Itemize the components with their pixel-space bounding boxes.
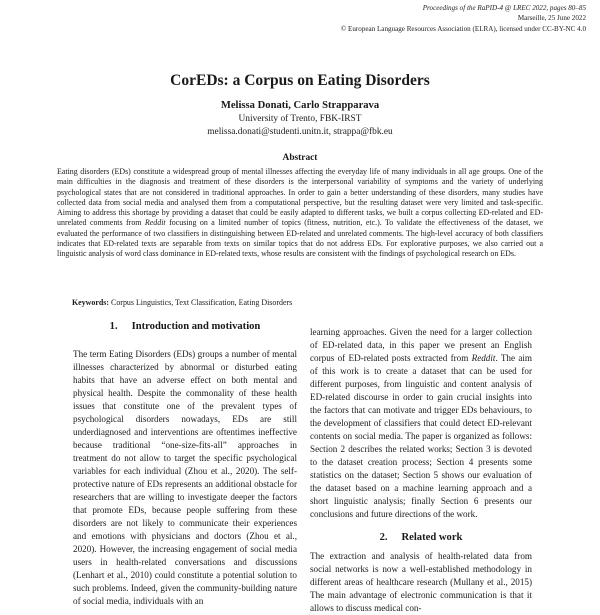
venue-line: Proceedings of the RaPID-4 @ LREC 2022, pages 80–85 [422,4,586,12]
abstract-text-part1: Eating disorders (EDs) constitute a widespread group of mental illnesses affecting the everyday life of many individuals in all age groups. One of the main difficulties in the diagnosis and treatment of these disorders is the interpersonal variability of symptoms and the variety of underlying psychological states that are not considered in traditional approaches. In order to gain a better understanding of these disorders, many studies have collected data from social media and analysed them from a computational perspective, but the resulting dataset were very limited and task-specific. Aiming to address this shortage by providing a dataset that could be easily adapted to different tasks, we built a corpus collecting ED-related and ED-unrelated comments from [57,167,543,228]
related-work-paragraph: The extraction and analysis of health-related data from social networks is now a well-established methodology in different areas of healthcare research (Mullany et al., 2015) The main advantage of electronic communication is that it allows to discuss medical con- [310,551,532,613]
section-2-title: Related work [401,532,463,543]
author-list: Melissa Donati, Carlo Strapparava [220,100,380,111]
section-1-number: 1. [109,321,118,332]
proceedings-header [341,3,586,34]
intro-continuation [310,326,532,521]
keywords-text: Corpus Linguistics, Text Classification, Eating Disorders [111,298,293,307]
section-2-heading [310,531,532,544]
intro-reddit: Reddit [471,353,496,363]
keywords-label: Keywords: [72,298,110,307]
place-date-line: Marseille, 25 June 2022 [517,14,586,23]
abstract-body [57,167,543,260]
section-2-number: 2. [379,532,388,543]
intro-cont-part2: . The aim of this work is to create a dataset that can be used for different purposes, from linguistic and content analysis of ED-related discourse in order to gain crucial insights into the factors that can motivate and trigger EDs behaviours, to the development of classifiers that could detect ED-relevant contents on social media. The paper is organized as follows: Section 2 describes the related works; Section 3 is devoted to the dataset creation process; Section 4 presents some statistics on the dataset; Section 5 shows our evaluation of the dataset based on a machine learning approach and a short linguistic analysis; finally Section 6 presents our conclusions and future directions of the work. [310,353,533,519]
abstract-reddit: Reddit [144,218,166,228]
abstract-heading: Abstract [282,153,318,163]
license-line: © European Language Resources Association (ELRA), licensed under CC-BY-NC 4.0 [340,24,586,33]
section-1-heading [73,320,297,333]
intro-cont-part1: learning approaches. Given the need for a larger collection of ED-related data, in this paper we present an English corpus of ED-related posts extracted from [310,327,532,363]
keywords [72,298,542,307]
section-1-title: Introduction and motivation [131,321,261,332]
author-emails: melissa.donati@studenti.unitn.it, strappa@fbk.eu [207,127,393,137]
intro-paragraph: The term Eating Disorders (EDs) groups a number of mental illnesses characterized by abnormal or disturbed eating habits that have an adverse effect on both mental and physical health. Despite the commonality of these health issues that constitute one of the prevalent types of psychological disorders nowadays, EDs are still underdiagnosed and interventions are oftentimes ineffective because traditional “one-size-fits-all” approaches in treatment do not allow to target the specific psychological variables for each individual (Zhou et al., 2020). The self-protective nature of EDs represents an additional obstacle for researchers that are willing to investigate deeper the factors that promote EDs, because people suffering from these disorders are not likely to communicate their experiences and emotions with physicians and doctors (Zhou et al., 2020). However, the increasing engagement of social media users in health-related conversations and discussions (Lenhart et al., 2010) could constitute a potential solution to such problems. Indeed, given the community-building nature of social media, individuals with an [73,349,297,606]
abstract-text-part2: focusing on a limited number of topics (fitness, nutrition, etc.). To validate the effectiveness of the dataset, we evaluated the performance of two classifiers in distinguishing between ED-related and unrelated comments. The high-level accuracy of both classifiers indicates that ED-related texts are separable from texts on similar topics that do not address EDs. For explorative purposes, we also carried out a linguistic analysis of word class dominance in ED-related texts, whose results are consistent with the findings of psychological research on EDs. [57,218,544,259]
paper-title: CorEDs: a Corpus on Eating Disorders [170,72,430,89]
left-column [73,320,297,608]
right-column [310,326,532,615]
affiliation: University of Trento, FBK-IRST [238,114,362,124]
